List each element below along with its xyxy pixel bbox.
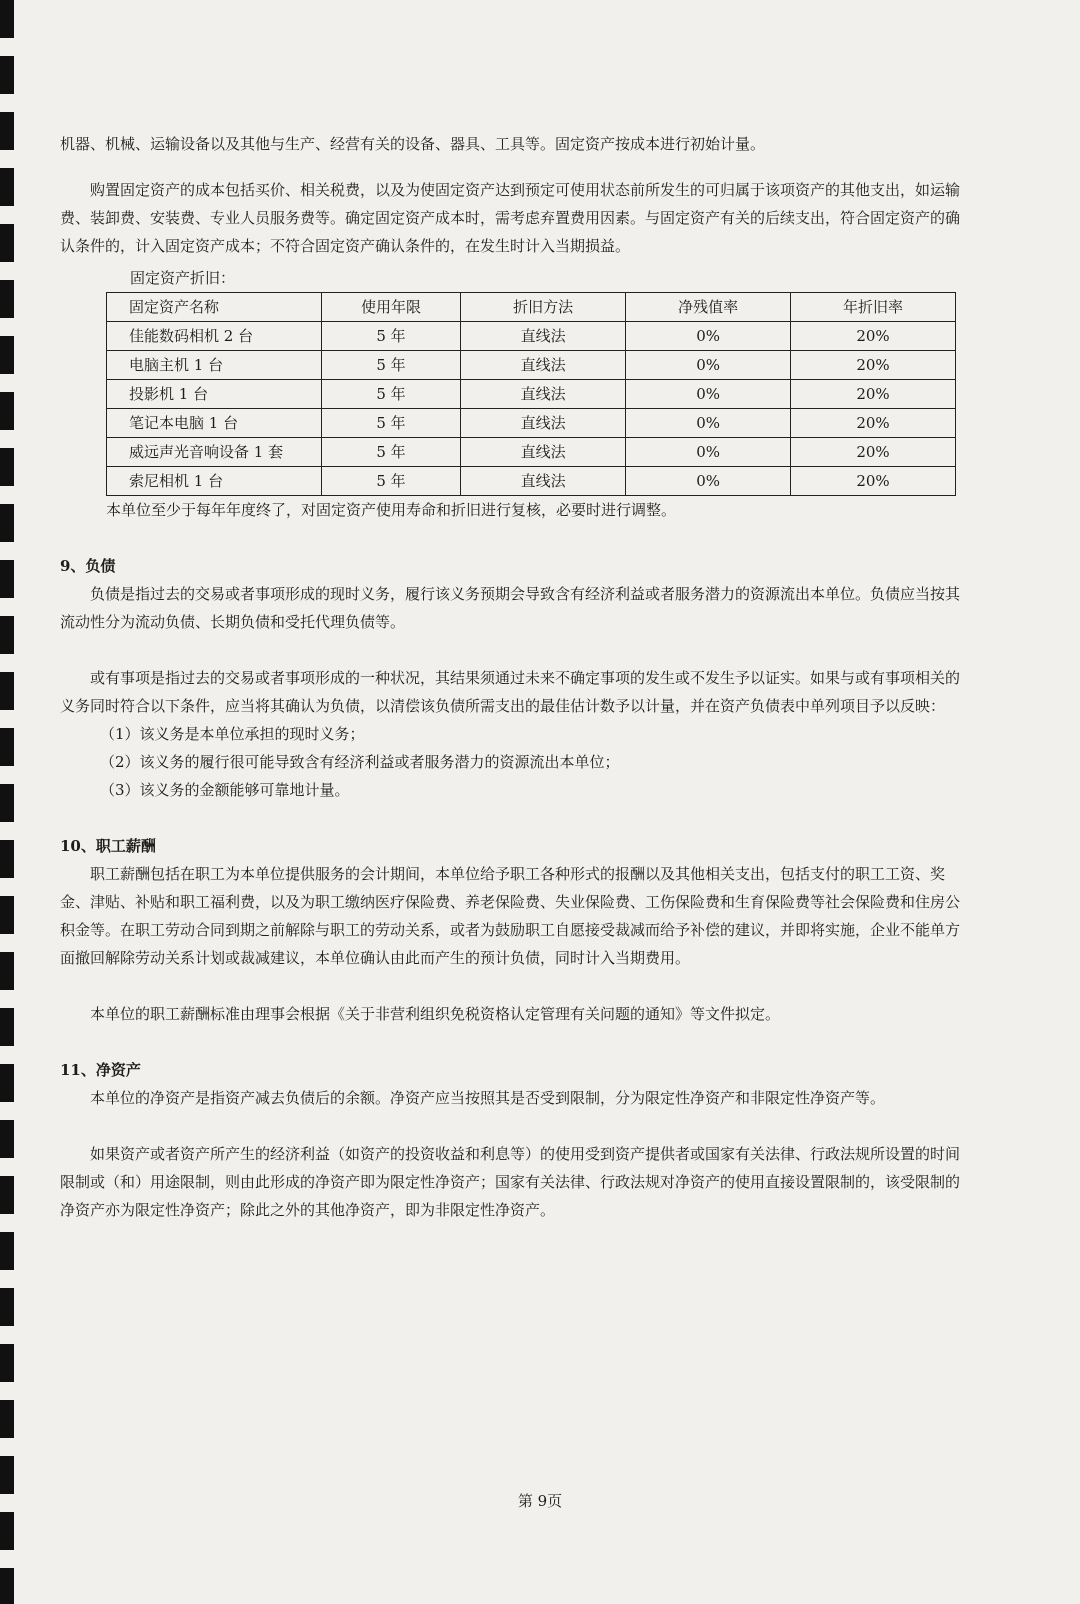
cell-asset-name: 投影机 1 台 [107, 380, 322, 409]
header-method: 折旧方法 [461, 293, 626, 322]
section-10-paragraph-2: 本单位的职工薪酬标准由理事会根据《关于非营利组织免税资格认定管理有关问题的通知》等文件拟定。 [90, 1005, 781, 1023]
header-useful-life: 使用年限 [321, 293, 460, 322]
binding-edge [0, 0, 14, 1604]
table-row [107, 467, 956, 496]
cell-annual-rate: 20% [791, 409, 956, 438]
cell-asset-name: 电脑主机 1 台 [107, 351, 322, 380]
cell-asset-name: 索尼相机 1 台 [107, 467, 322, 496]
cell-residual-rate: 0% [626, 351, 791, 380]
cell-asset-name: 佳能数码相机 2 台 [107, 322, 322, 351]
section-10-title: 10、职工薪酬 [60, 837, 156, 855]
header-annual-rate: 年折旧率 [791, 293, 956, 322]
table-row [107, 438, 956, 467]
header-residual-rate: 净残值率 [626, 293, 791, 322]
cell-annual-rate: 20% [791, 467, 956, 496]
section-9-paragraph-1: 负债是指过去的交易或者事项形成的现时义务，履行该义务预期会导致含有经济利益或者服务潜力的资源流出本单位。负债应当按其流动性分为流动负债、长期负债和受托代理负债等。 [60, 585, 961, 631]
list-item: （2）该义务的履行很可能导致含有经济利益或者服务潜力的资源流出本单位； [100, 753, 620, 771]
cell-annual-rate: 20% [791, 322, 956, 351]
cell-residual-rate: 0% [626, 467, 791, 496]
cell-residual-rate: 0% [626, 438, 791, 467]
list-item: （1）该义务是本单位承担的现时义务； [100, 725, 365, 743]
cell-residual-rate: 0% [626, 409, 791, 438]
section-11-paragraph-1: 本单位的净资产是指资产减去负债后的余额。净资产应当按照其是否受到限制，分为限定性净资产和非限定性净资产等。 [90, 1089, 886, 1107]
cell-method: 直线法 [461, 409, 626, 438]
section-11-title: 11、净资产 [60, 1061, 141, 1079]
cell-asset-name: 笔记本电脑 1 台 [107, 409, 322, 438]
intro-line: 机器、机械、运输设备以及其他与生产、经营有关的设备、器具、工具等。固定资产按成本进行初始计量。 [60, 135, 766, 153]
cell-method: 直线法 [461, 438, 626, 467]
cell-useful-life: 5 年 [321, 322, 460, 351]
cell-useful-life: 5 年 [321, 438, 460, 467]
cell-method: 直线法 [461, 467, 626, 496]
cell-annual-rate: 20% [791, 351, 956, 380]
cost-paragraph: 购置固定资产的成本包括买价、相关税费，以及为使固定资产达到预定可使用状态前所发生的可归属于该项资产的其他支出，如运输费、装卸费、安装费、专业人员服务费等。确定固定资产成本时，需考虑弃置费用因素。与固定资产有关的后续支出，符合固定资产的确认条件的，计入固定资产成本；不符合固定资产确认条件的，在发生时计入当期损益。 [60, 181, 961, 255]
cell-method: 直线法 [461, 380, 626, 409]
cell-useful-life: 5 年 [321, 409, 460, 438]
document-page [60, 130, 960, 1224]
section-10-paragraph-1: 职工薪酬包括在职工为本单位提供服务的会计期间，本单位给予职工各种形式的报酬以及其他相关支出，包括支付的职工工资、奖金、津贴、补贴和职工福利费，以及为职工缴纳医疗保险费、养老保险费、失业保险费、工伤保险费和生育保险费等社会保险费和住房公积金等。在职工劳动合同到期之前解除与职工的劳动关系，或者为鼓励职工自愿接受裁减而给予补偿的建议，并即将实施，企业不能单方面撤回解除劳动关系计划或裁减建议，本单位确认由此而产生的预计负债，同时计入当期费用。 [60, 865, 961, 967]
cell-annual-rate: 20% [791, 380, 956, 409]
table-row [107, 322, 956, 351]
table-row [107, 380, 956, 409]
list-item: （3）该义务的金额能够可靠地计量。 [100, 781, 350, 799]
section-9-paragraph-2: 或有事项是指过去的交易或者事项形成的一种状况，其结果须通过未来不确定事项的发生或不发生予以证实。如果与或有事项相关的义务同时符合以下条件，应当将其确认为负债，以清偿该负债所需支出的最佳估计数予以计量，并在资产负债表中单列项目予以反映： [60, 669, 961, 715]
cell-method: 直线法 [461, 351, 626, 380]
cell-method: 直线法 [461, 322, 626, 351]
cell-useful-life: 5 年 [321, 351, 460, 380]
depreciation-table [106, 292, 956, 496]
cell-residual-rate: 0% [626, 322, 791, 351]
table-note: 本单位至少于每年年度终了，对固定资产使用寿命和折旧进行复核，必要时进行调整。 [106, 501, 677, 519]
header-asset-name: 固定资产名称 [107, 293, 322, 322]
cell-residual-rate: 0% [626, 380, 791, 409]
cell-asset-name: 威远声光音响设备 1 套 [107, 438, 322, 467]
cell-annual-rate: 20% [791, 438, 956, 467]
section-11-paragraph-2: 如果资产或者资产所产生的经济利益（如资产的投资收益和利息等）的使用受到资产提供者或国家有关法律、行政法规所设置的时间限制或（和）用途限制，则由此形成的净资产即为限定性净资产；国家有关法律、行政法规对净资产的使用直接设置限制的，该受限制的净资产亦为限定性净资产；除此之外的其他净资产，即为非限定性净资产。 [60, 1145, 961, 1219]
table-row [107, 409, 956, 438]
table-row [107, 351, 956, 380]
page-number: 第 9页 [517, 1492, 563, 1510]
cell-useful-life: 5 年 [321, 467, 460, 496]
cell-useful-life: 5 年 [321, 380, 460, 409]
table-caption: 固定资产折旧： [130, 269, 236, 287]
section-9-title: 9、负债 [60, 557, 116, 575]
table-header-row [107, 293, 956, 322]
